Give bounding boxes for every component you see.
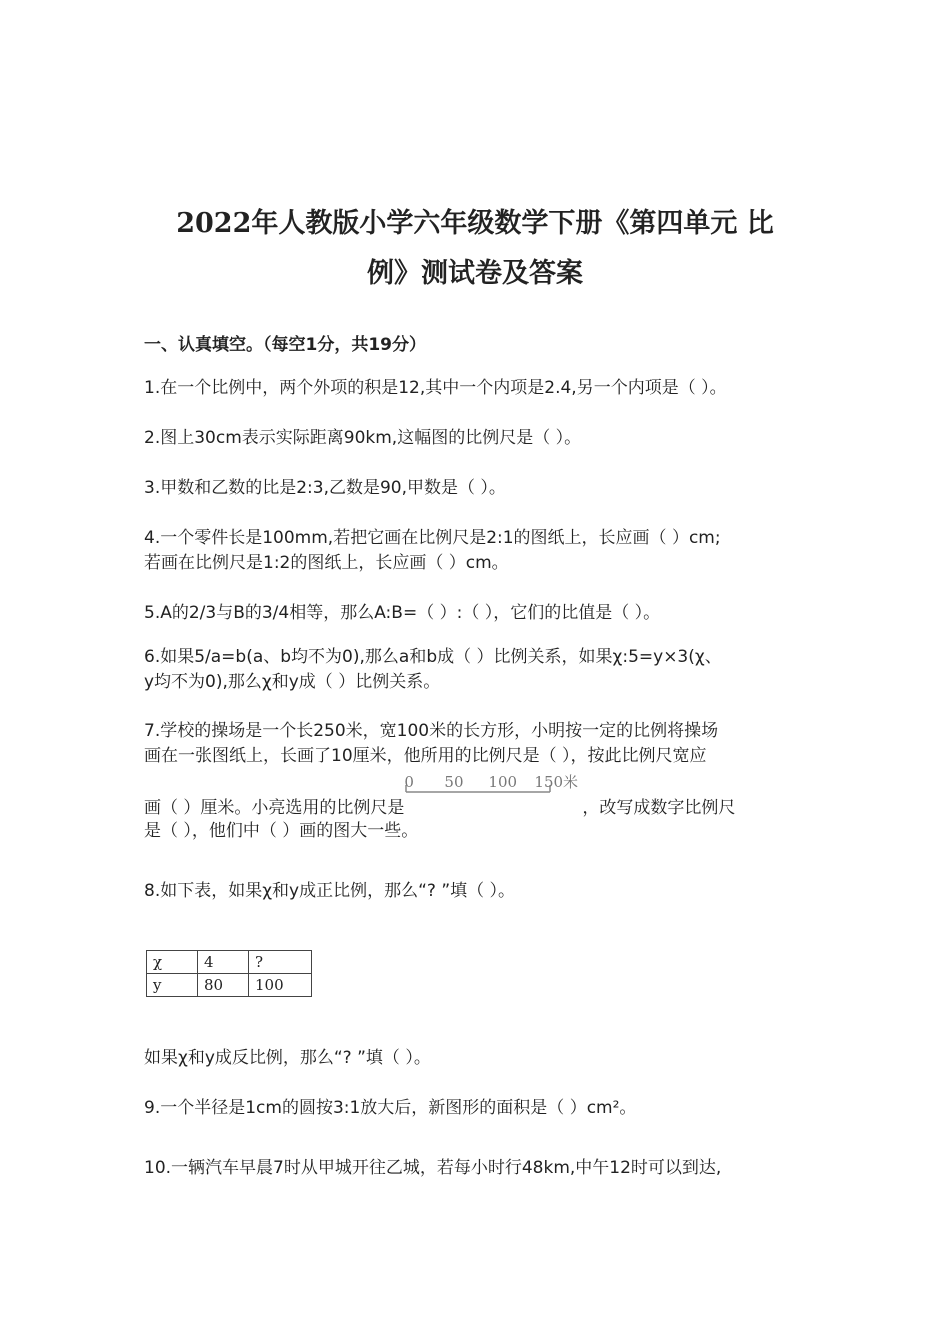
question-6-line2: y均不为0),那么χ和y成（ ）比例关系。 [144, 672, 441, 692]
table-cell: y [147, 974, 198, 997]
question-8-line2: 如果χ和y成反比例，那么“? ”填（ ）。 [144, 1048, 431, 1068]
question-10: 10.一辆汽车早晨7时从甲城开往乙城，若每小时行48km,中午12时可以到达, [144, 1158, 722, 1178]
question-4-line1: 4.一个零件长是100mm,若把它画在比例尺是2:1的图纸上，长应画（ ）cm; [144, 528, 721, 548]
section-heading: 一、认真填空。（每空1分，共19分） [144, 335, 426, 355]
table-cell: ? [249, 951, 312, 974]
question-7-line1: 7.学校的操场是一个长250米，宽100米的长方形，小明按一定的比例将操场 [144, 721, 719, 741]
table-cell: 4 [198, 951, 249, 974]
table-row [147, 951, 312, 974]
question-6-line1: 6.如果5/a=b(a、b均不为0),那么a和b成（ ）比例关系，如果χ:5=y×3(χ、 [144, 647, 722, 667]
table-cell: 100 [249, 974, 312, 997]
table-cell: 80 [198, 974, 249, 997]
xy-table [146, 950, 312, 997]
question-9: 9.一个半径是1cm的圆按3:1放大后，新图形的面积是（ ）cm²。 [144, 1098, 637, 1118]
line-scale-figure [404, 773, 582, 819]
question-3: 3.甲数和乙数的比是2:3,乙数是90,甲数是（ ）。 [144, 478, 506, 498]
question-7-line3 [144, 773, 824, 821]
table-cell: χ [147, 951, 198, 974]
scale-label-150: 150米 [534, 773, 579, 791]
table-row [147, 974, 312, 997]
doc-title-line2: 例》测试卷及答案 [367, 258, 583, 289]
scale-label-0: 0 [404, 773, 414, 791]
question-7-line3-end: ，改写成数字比例尺 [582, 798, 736, 818]
question-1: 1.在一个比例中，两个外项的积是12,其中一个内项是2.4,另一个内项是（ ）。 [144, 378, 727, 398]
scale-label-100: 100 [488, 773, 518, 791]
doc-title-line1: 2022年人教版小学六年级数学下册《第四单元 比 [176, 208, 774, 239]
question-7-line4: 是（ ），他们中（ ）画的图大一些。 [144, 821, 419, 841]
question-8-line1: 8.如下表，如果χ和y成正比例，那么“? ”填（ ）。 [144, 881, 516, 901]
question-7-line2: 画在一张图纸上，长画了10厘米，他所用的比例尺是（ ），按此比例尺宽应 [144, 746, 707, 766]
question-4-line2: 若画在比例尺是1:2的图纸上，长应画（ ）cm。 [144, 553, 509, 573]
question-5: 5.A的2/3与B的3/4相等，那么A:B=（ ）:（ ），它们的比值是（ ）。 [144, 603, 661, 623]
question-7-line3-start: 画（ ）厘米。小亮选用的比例尺是 [144, 798, 405, 818]
question-2: 2.图上30cm表示实际距离90km,这幅图的比例尺是（ ）。 [144, 428, 582, 448]
scale-label-50: 50 [444, 773, 464, 791]
